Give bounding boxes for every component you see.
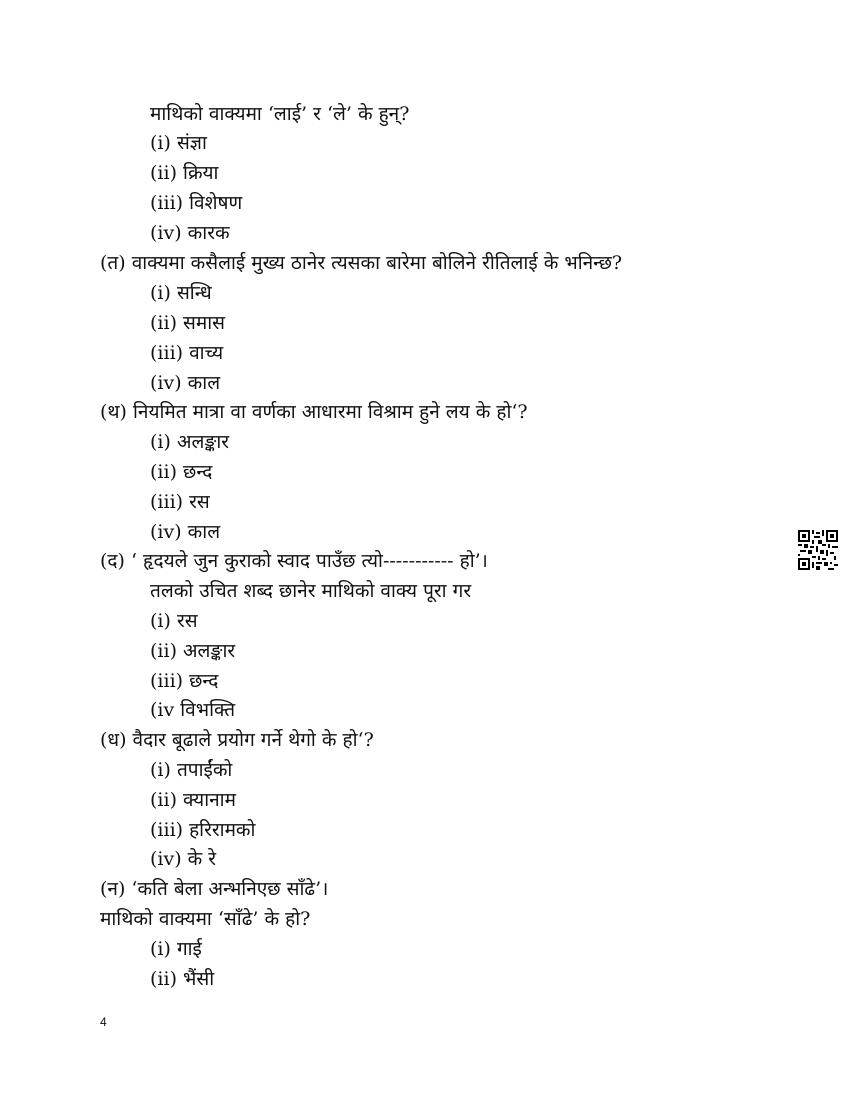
page-number: 4 <box>100 1015 107 1029</box>
option: (i) तपाईंको <box>150 759 233 781</box>
option: (iii) विशेषण <box>150 192 243 214</box>
option: (i) रस <box>150 610 198 632</box>
option: (i) सन्धि <box>150 282 212 304</box>
question-continuation: माथिको वाक्यमा ‘लाई’ र ‘ले’ के हुन्? <box>150 103 410 125</box>
question: (न) ‘कति बेला अन्भनिएछ साँढे’। <box>100 878 329 900</box>
option: (i) अलङ्कार <box>150 431 230 453</box>
option: (i) गाई <box>150 938 202 960</box>
question: (ध) वैदार बूढाले प्रयोग गर्ने थेगो के हो‘? <box>100 729 374 751</box>
option: (iv विभक्ति <box>150 699 236 721</box>
question-continuation: माथिको वाक्यमा ‘साँढे’ के हो? <box>100 908 311 930</box>
option: (iii) रस <box>150 491 210 513</box>
qr-code-icon <box>798 530 838 570</box>
option: (ii) अलङ्कार <box>150 640 236 662</box>
question-continuation: तलको उचित शब्द छानेर माथिको वाक्य पूरा गर <box>150 580 472 602</box>
question: (द) ‘ हृदयले जुन कुराको स्वाद पाउँछ त्यो----------- हो’। <box>100 550 488 572</box>
option: (iv) के रे <box>150 848 217 870</box>
option: (iii) छन्द <box>150 670 219 692</box>
option: (iv) कारक <box>150 222 230 244</box>
option: (ii) समास <box>150 312 225 334</box>
option: (ii) छन्द <box>150 461 213 483</box>
option: (ii) भैंसी <box>150 968 215 990</box>
question: (थ) नियमित मात्रा वा वर्णका आधारमा विश्राम हुने लय के हो‘? <box>100 401 528 423</box>
option: (ii) क्यानाम <box>150 789 236 811</box>
option: (iii) वाच्य <box>150 342 224 364</box>
option: (i) संज्ञा <box>150 132 207 154</box>
question: (त) वाक्यमा कसैलाई मुख्य ठानेर त्यसका बारेमा बोलिने रीतिलाई के भनिन्छ? <box>100 252 623 274</box>
option: (ii) क्रिया <box>150 162 219 184</box>
option: (iv) काल <box>150 521 221 543</box>
option: (iv) काल <box>150 372 221 394</box>
option: (iii) हरिरामको <box>150 819 256 841</box>
